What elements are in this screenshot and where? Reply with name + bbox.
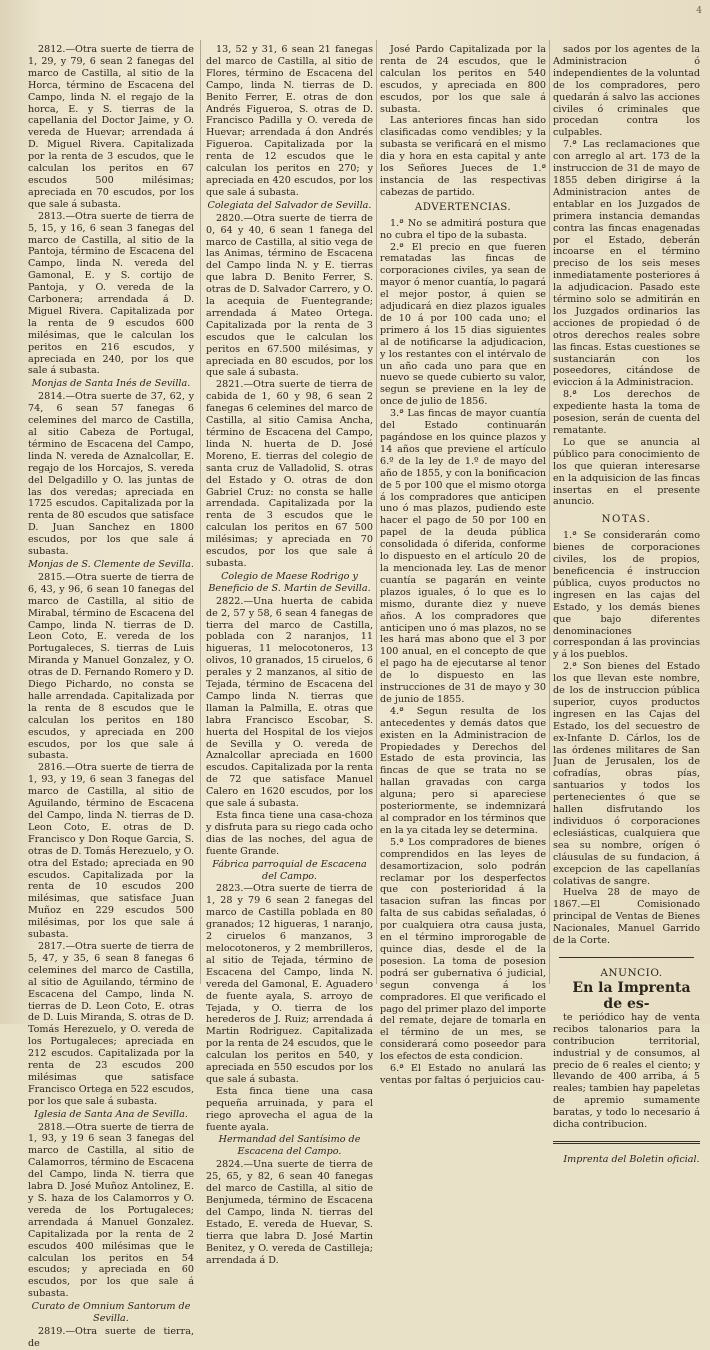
- advertencia-8: 8.ª Los derechos de expediente hasta la toma de posesion, serán de cuenta del rematante.: [553, 389, 700, 436]
- divider-line: [553, 1141, 700, 1144]
- lot-2818: 2818.—Otra suerte de tierra de 1, 93, y 19 6 sean 3 fanegas del marco de Castilla, al sitio de Calamorros, término de Escacena del Campo, linda N. tierra que labra D. José Muñoz Antolinez, E. y S. haza de los Calamorros y O. vereda de los Portugaleces; arrendada á Manuel Gonzalez. Capitalizada por la renta de 2 escudos 400 milésimas que le calculan los peritos en 54 escudos; y apreciada en 60 escudos, por los que sale á subasta.: [28, 1121, 194, 1300]
- imprenta-footer: Imprenta del Boletin oficial.: [563, 1153, 700, 1165]
- advertencia-1: 1.ª No se admitirá postura que no cubra el tipo de la subasta.: [380, 217, 546, 241]
- advertencia-4: 4.ª Segun resulta de los antecedentes y demás datos que existen en la Administracion de Propiedades y Derechos del Estado de esta provincia, las fincas de que se trata no se hallan gravadas con carga alguna; pero si apareciese posteriormente, se indemnizará al comprador en los términos que en la ya citada ley se determina.: [380, 705, 546, 836]
- lot-2819: 2819.—Otra suerte de tierra, de: [28, 1325, 194, 1349]
- signature: Huelva 28 de mayo de 1867.—El Comisionado principal de Ventas de Bienes Nacionales, Manuel Garrido de la Corte.: [553, 887, 700, 947]
- column-divider: [200, 40, 201, 984]
- column-1: [28, 44, 194, 1350]
- section-heading: Hermandad del Santísimo de Escacena del Campo.: [218, 1134, 361, 1158]
- paragraph: Las anteriores fincas han sido clasificadas como vendibles; y la subasta se verificará en el mismo dia y hora en esta capital y ante los Señores Jueces de 1.ª instancia de las respectivas cabezas de partido.: [380, 115, 546, 198]
- anuncio-text: te periódico hay de venta recibos talonarios para la contribucion territorial, industrial y de consumos, al precio de 6 reales el ciento; y llevando de 400 arriba, á 5 reales; tambien hay papeletas de apremio sumamente baratas, y todo lo necesario á dicha contribucion.: [553, 1011, 700, 1131]
- advertencia-5: 5.ª Los compradores de bienes comprendidos en las leyes de desamortizacion, solo podrán reclamar por los desperfectos que con posterioridad á la tasacion sufran las fincas por falta de sus cabidas señaladas, ó por cualquiera otra causa justa, en el término improrogable de quince dias, desde el de la posesion. La toma de posesion podrá ser gubernativa ó judicial, segun convenga á los compradores. El que verificado el pago del primer plazo del importe del remate, dejare de tomarla en el término de un mes, se considerará como poseedor para los efectos de esta condicion.: [380, 836, 546, 1063]
- advertencia-6-continuation: sados por los agentes de la Administracion ó independientes de la voluntad de los compradores, pero quedarán á salvo las acciones civiles ó criminales que procedan contra los culpables.: [553, 44, 700, 139]
- section-heading: Fábrica parroquial de Escacena del Campo.: [212, 858, 367, 882]
- divider-line: [559, 957, 694, 958]
- advertencia-6: 6.ª El Estado no anulará las ventas por faltas ó perjuicios cau-: [380, 1063, 546, 1086]
- advertencia-2: 2.ª El precio en que fueren rematadas las fincas de corporaciones civiles, ya sean de mayor ó menor cuantía, lo pagará el mejor postor, á quien se adjudicará en diez plazos iguales de 10 á por 100 cada uno; el primero á los 15 dias siguientes al de notificarse la adjudicacion, y los restantes con el intérvalo de un año cada uno para que en nuevo se quede cubierto su valor, segun se previene en la ley de once de julio de 1856.: [380, 241, 546, 408]
- lot-note: Esta finca tiene una casa-choza y disfruta para su riego cada ocho dias de las noches, del agua de fuente Grande.: [206, 810, 373, 857]
- section-heading: Iglesia de Santa Ana de Sevilla.: [34, 1108, 188, 1120]
- lot-2816: 2816.—Otra suerte de tierra de 1, 93, y 19, 6 sean 3 fanegas del marco de Castilla, al sitio de Aguilando, término de Escacena del Campo, linda N. tierras de D. Leon Coto, E. otras de D. Francisco y Don Roque Garcia, S. otras de D. Tomás Herezuelo, y O. otra del Estado; apreciada en 90 escudos. Capitalizada por la renta de 10 escudos 200 milésimas, que satisface Juan Muñoz en 229 escudos 500 milésimas, por los que sale á subasta.: [28, 762, 194, 941]
- column-2: [206, 44, 373, 1266]
- section-heading: Monjas de S. Clemente de Sevilla.: [28, 558, 194, 570]
- page-number: 4: [696, 6, 702, 16]
- anuncio-title: ANUNCIO.: [600, 966, 663, 979]
- anuncio-headline: En la Imprenta de es-: [572, 979, 691, 1012]
- column-divider: [376, 40, 377, 984]
- public-notice: Lo que se anuncia al público para conocimiento de los que quieran interesarse en la adquisicion de las fincas insertas en el presente anuncio.: [553, 436, 700, 508]
- section-heading: Colegiata del Salvador de Sevilla.: [207, 199, 372, 211]
- lot-2814: 2814.—Otra suerte de 37, 62, y 74, 6 sean 57 fanegas 6 celemines del marco de Castilla, al sitio Cabeza de Portugal, término de Escacena del Campo, linda N. vereda de Aznalcollar, E. regajo de los Horcajos, S. vereda del Delgadillo y O. las juntas de las dos veredas; apreciada en 1725 escudos. Capitalizada por la renta de 80 escudos que satisface D. Juan Sanchez en 1800 escudos, por los que sale á subasta.: [28, 391, 194, 558]
- column-3: [380, 44, 546, 1087]
- advertencia-3: 3.ª Las fincas de mayor cuantía del Estado continuarán pagándose en los quince plazos y 14 años que previene el artículo 6.º de la ley de 1.º de mayo del año de 1855, y con la bonificacion de 5 por 100 que el mismo otorga á los compradores que anticipen uno ó mas plazos, pudiendo este hacer el pago de 50 por 100 en papel de la deuda pública consolidada ó diferida, conforme lo dispuesto en el artículo 20 de la mencionada ley. Las de menor cuantía se pagarán en veinte plazos iguales, ó lo que es lo mismo, durante diez y nueve años. A los compradores que anticipen uno ó mas plazos, no se les hará mas abono que el 3 por 100 anual, en el concepto de que el pago ha de ejecutarse al tenor de lo dispuesto en las instrucciones de 31 de mayo y 30 de junio de 1855.: [380, 408, 546, 705]
- nota-1: 1.ª Se considerarán como bienes de corporaciones civiles, los de propios, beneficencia é instruccion pública, cuyos productos no ingresen en las cajas del Estado, y los demás bienes que bajo diferentes denominaciones correspondan á las provincias y á los pueblos.: [553, 530, 700, 661]
- advertencias-title: ADVERTENCIAS.: [414, 201, 512, 213]
- lot-2812: 2812.—Otra suerte de tierra de 1, 29, y 79, 6 sean 2 fanegas del marco de Castilla, al sitio de la Horca, término de Escacena del Campo, linda N. el regajo de la horca, E. y S. tierras de la capellania del Doctor Jaime, y O. vereda de Huevar; arrendada á D. Miguel Rivera. Capitalizada por la renta de 3 escudos, que le calculan los peritos en 67 escudos 500 milésimas; apreciada en 70 escudos, por los que sale á subasta.: [28, 44, 194, 210]
- lot-2821: 2821.—Otra suerte de tierra de cabida de 1, 60 y 98, 6 sean 2 fanegas 6 celemines del marco de Castilla, al sitio Camisa Ancha, término de Escacena del Campo, linda N. huerta de D. José Moreno, E. tierras del colegio de santa cruz de Valladolid, S. otras del Estado y O. otras de don Gabriel Cruz: no consta se halle arrendada. Capitalizada por la renta de 3 escudos que le calculan los peritos en 67 500 milésimas; y apreciada en 70 escudos, por los que sale á subasta.: [206, 379, 373, 569]
- nota-2: 2.ª Son bienes del Estado los que llevan este nombre, de los de instruccion pública superior, cuyos productos ingresen en las Cajas del Estado, los del secuestro de ex-Infante D. Cárlos, los de las órdenes militares de San Juan de Jerusalen, los de cofradías, obras pías, santuarios y todos los pertenecientes ó que se hallen disfrutando los individuos ó corporaciones eclesiásticas, cualquiera que sea su nombre, orígen ó cláusulas de su fundacion, á excepcion de las capellanías colativas de sangre.: [553, 661, 700, 887]
- lot-2824: 2824.—Una suerte de tierra de 25, 65, y 82, 6 sean 40 fanegas del marco de Castilla, al sitio de Benjumeda, término de Escacena del Campo, linda N. tierras del Estado, E. vereda de Huevar, S. tierra que labra D. José Martin Benitez, y O. vereda de Castilleja; arrendada á D.: [206, 1159, 373, 1266]
- lot-2820: 2820.—Otra suerte de tierra de 0, 64 y 40, 6 sean 1 fanega del marco de Castilla, al sitio vega de las Animas, término de Escacena del Campo linda N. y E. tierras que labra D. Benito Ferrer, S. otras de D. Salvador Carrero, y O. la acequia de Fuentegrande; arrendada á Mateo Ortega. Capitalizada por la renta de 3 escudos que le calculan los peritos en 67.500 milésimas, y apreciada en 80 escudos, por los que sale á subasta.: [206, 212, 373, 379]
- lot-2822: 2822.—Una huerta de cabida de 2, 57 y 58, 6 sean 4 fanegas de tierra del marco de Castilla, poblada con 2 naranjos, 11 higueras, 11 melocotoneros, 13 olivos, 10 granados, 15 ciruelos, 6 perales y 2 manzanos, al sitio de Tejada, término de Escacena del Campo linda N. tierras que llaman la Palmilla, E. otras que labra Francisco Escobar, S. huerta del Hospital de los viejos de Sevilla y O. vereda de Aznalcollar apreciada en 1600 escudos. Capitalizada por la renta de 72 que satisface Manuel Calero en 1620 escudos, por los que sale á subasta.: [206, 595, 373, 810]
- notas-title: NOTAS.: [601, 514, 652, 526]
- lot-2813: 2813.—Otra suerte de tierra de 5, 15, y 16, 6 sean 3 fanegas del marco de Castilla, al sitio de la Pantoja, término de Escacena del Campo, linda N. vereda del Gamonal, E. y S. cortijo de Pantoja, y O. vereda de la Carbonera; arrendada á D. Miguel Rivera. Capitalizada por la renta de 9 escudos 600 milésimas, que le calculan los peritos en 216 escudos, y apreciada en 240, por los que sale á subasta.: [28, 210, 194, 377]
- lot-continuation: José Pardo Capitalizada por la renta de 24 escudos, que le calculan los peritos en 540 escudos, y apreciada en 800 escudos, por los que sale á subasta.: [380, 44, 546, 115]
- section-heading: Monjas de Santa Inés de Sevilla.: [31, 378, 191, 390]
- section-heading: Colegio de Maese Rodrigo y Beneficio de S. Martin de Sevilla.: [208, 570, 371, 594]
- column-divider: [549, 40, 550, 984]
- lot-continuation: 13, 52 y 31, 6 sean 21 fanegas del marco de Castilla, al sitio de Flores, término de Escacena del Campo, linda N. tierras de D. Benito Ferrer, E. otras de don Andrés Figueroa, S. otras de D. Francisco Padilla y O. vereda de Huevar; arrendada á don Andrés Figueroa. Capitalizada por la renta de 12 escudos que le calculan los peritos en 270; y apreciada en 420 escudos, por los que sale á subasta.: [206, 44, 373, 198]
- lot-2815: 2815.—Otra suerte de tierra de 6, 43, y 96, 6 sean 10 fanegas del marco de Castilla, al sitio de Mirabal, término de Escacena del Campo, linda N. tierras de D. Leon Coto, E. vereda de los Portugaleces, S. tierras de Luis Miranda y Manuel Gonzalez, y O. otras de D. Fernando Romero y D. Diego Pichardo, no consta se halle arrendada. Capitalizada por la renta de 8 escudos que le calculan los peritos en 180 escudos, y apreciada en 200 escudos, por los que sale á subasta.: [28, 571, 194, 762]
- lot-2823: 2823.—Otra suerte de tierra de 1, 28 y 79 6 sean 2 fanegas del marco de Castilla poblada en 80 granados; 12 higueras, 1 naranjo, 2 ciruelos 6 manzanos, 3 melocotoneros, y 2 membrilleros, al sitio de Tejada, término de Escacena del Campo, linda N. vereda del Gamonal, E. Aguadero de fuente ayala, S. arroyo de Tejada, y O. tierra de los herederos de J. Ruiz; arrendada á Martin Rodriguez. Capitalizada por la renta de 24 escudos, que le calculan los peritos en 540, y apreciada en 550 escudos por los que sale á subasta.: [206, 883, 373, 1085]
- lot-2817: 2817.—Otra suerte de tierra de 5, 47, y 35, 6 sean 8 fanegas 6 celemines del marco de Castilla, al sitio de Aguilando, término de Escacena del Campo, linda N. tierras de D. Leon Coto, E. otras de D. Luis Miranda, S. otras de D. Tomás Herezuelo, y O. vereda de los Portugaleces; apreciada en 212 escudos. Capitalizada por la renta de 23 escudos 200 milésimas que satisface Francisco Ortega en 522 escudos, por los que sale á subasta.: [28, 940, 194, 1107]
- section-heading: Curato de Omnium Santorum de Sevilla.: [31, 1301, 191, 1325]
- column-4: [553, 44, 700, 1166]
- lot-note: Esta finca tiene una casa pequeña arruinada, y para el riego aprovecha el agua de la fuente ayala.: [206, 1085, 373, 1133]
- advertencia-7: 7.ª Las reclamaciones que con arreglo al art. 173 de la instruccion de 31 de mayo de 1855 deben dirigirse á la Administracion antes de entablar en los Juzgados de primera instancia demandas contra las fincas enagenadas por el Estado, deberán incoarse en el término preciso de los seis meses inmediatamente posteriores á la adjudicacion. Pasado este término solo se admitirán en los Juzgados ordinarios las acciones de propiedad ó de otros derechos reales sobre las fincas. Estas cuestiones se sustanciarán con los poseedores, citándose de eviccion á la Administracion.: [553, 139, 700, 389]
